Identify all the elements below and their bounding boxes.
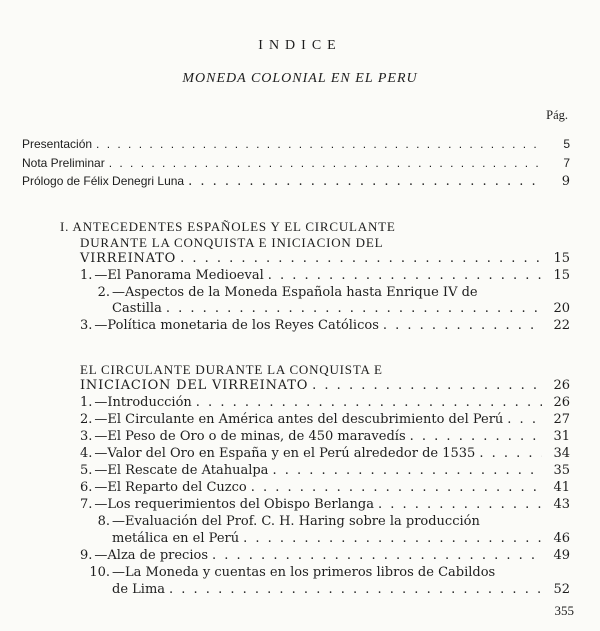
toc-entry: 3. —El Peso de Oro o de minas, de 450 maravedís . . . 31 [80, 428, 570, 445]
toc-entry: 10. —La Moneda y cuentas en los primeros libros de Cabildos [89, 565, 496, 580]
toc-entry: 2. —Aspectos de la Moneda Española hasta Enrique IV de [97, 285, 478, 300]
toc-entry: 1. —Introducción . . . 26 [80, 394, 570, 411]
section-heading-entry: VIRREINATO . . . 15 [80, 250, 570, 267]
toc-entry: 3. —Política monetaria de los Reyes Católicos . . . 22 [80, 317, 570, 334]
book-subtitle: MONEDA COLONIAL EN EL PERU [182, 71, 418, 86]
toc-entry-continuation: metálica en el Perú . . . 46 [112, 530, 570, 547]
toc-entry: 2. —El Circulante en América antes del descubrimiento del Perú . . . 27 [80, 411, 570, 428]
toc-entry: 5. —El Rescate de Atahualpa . . . 35 [80, 462, 570, 479]
toc-entry-continuation: Castilla . . . 20 [112, 300, 570, 317]
toc-entry: Prólogo de Félix Denegri Luna . . . 9 [22, 173, 570, 190]
toc-entry: 4. —Valor del Oro en España y en el Perú alrededor de 1535 . . . 34 [80, 445, 570, 462]
toc-entry: 9. —Alza de precios . . . 49 [80, 547, 570, 564]
page-number: 355 [554, 603, 574, 618]
section-title-line: EL CIRCULANTE DURANTE LA CONQUISTA E [80, 362, 383, 377]
page-column-label: Pág. [546, 108, 568, 122]
index-title: INDICE [258, 38, 342, 53]
section-heading-entry: INICIACION DEL VIRREINATO . . . 26 [80, 377, 570, 394]
toc-entry: 8. —Evaluación del Prof. C. H. Haring sobre la producción [97, 514, 480, 529]
toc-entry: Nota Preliminar . . . 7 [22, 155, 570, 172]
toc-entry: 7. —Los requerimientos del Obispo Berlanga . . . 43 [80, 496, 570, 513]
toc-entry: 1. —El Panorama Medioeval . . . 15 [80, 267, 570, 284]
toc-entry-continuation: de Lima . . . 52 [112, 581, 570, 598]
section-title-line: DURANTE LA CONQUISTA E INICIACION DEL [80, 235, 384, 250]
section-title-line: I. ANTECEDENTES ESPAÑOLES Y EL CIRCULANTE [60, 219, 396, 234]
toc-entry: Presentación . . . 5 [22, 136, 570, 153]
toc-entry: 6. —El Reparto del Cuzco . . . 41 [80, 479, 570, 496]
